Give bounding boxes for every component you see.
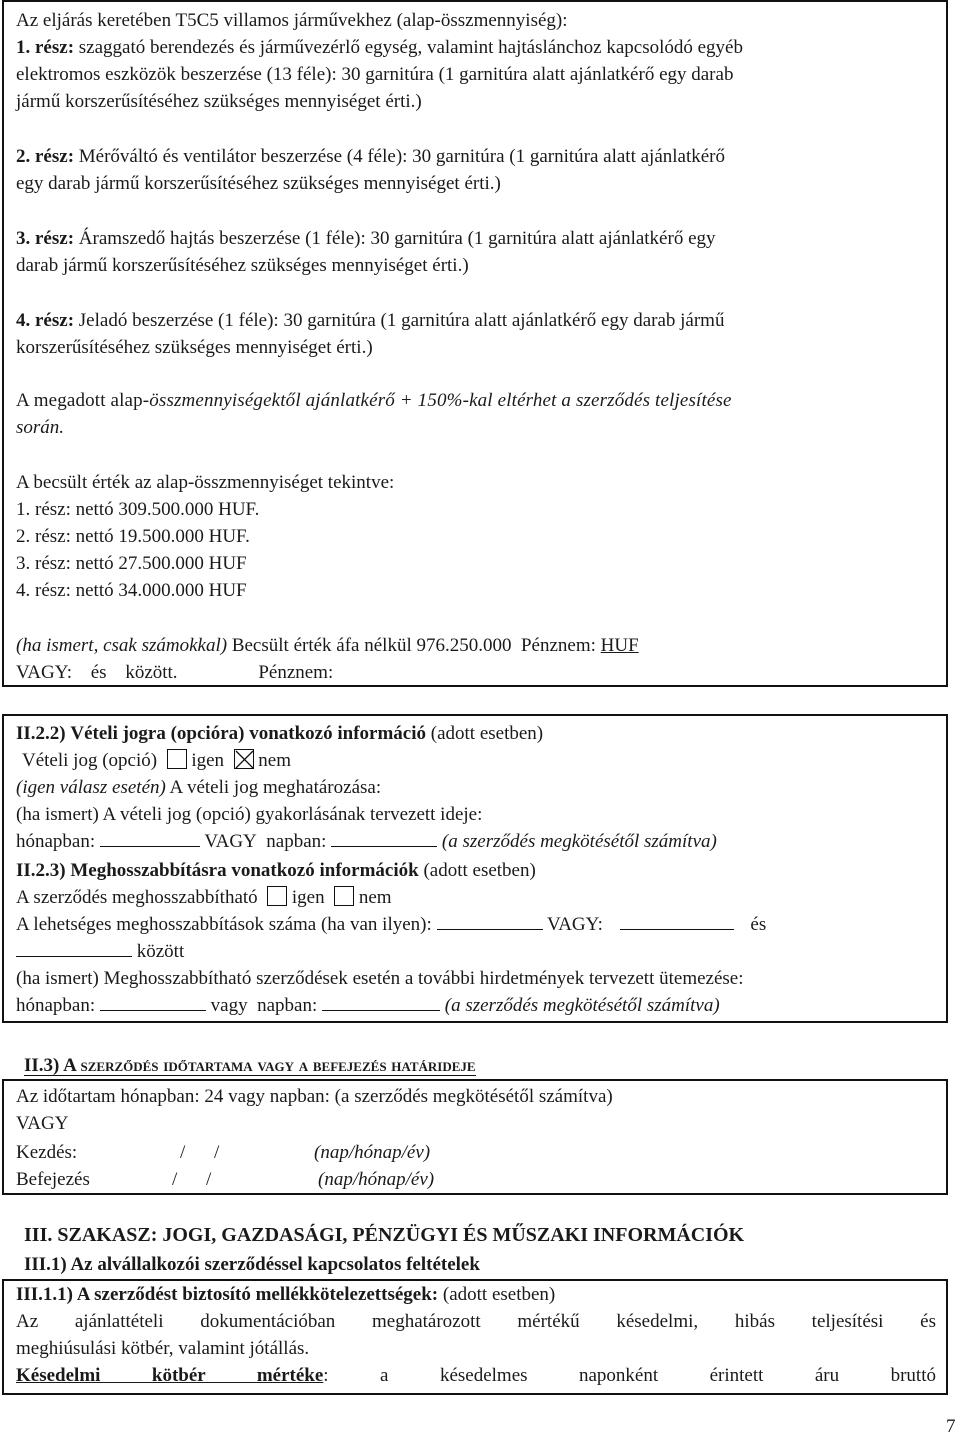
end-date-row: Befejezés / / (nap/hónap/év) (16, 1169, 435, 1190)
currency-value: HUF (600, 635, 639, 656)
option-yes-checkbox[interactable] (167, 749, 187, 769)
option-row: Vételi jog (opció) igen nem (22, 750, 292, 771)
extension-min-field[interactable] (620, 911, 734, 930)
extension-max-field[interactable] (16, 938, 132, 957)
extension-between-row: között (16, 938, 184, 965)
extension-row: A szerződés meghosszabbítható igen nem (16, 887, 392, 908)
extension-days-field[interactable] (322, 992, 440, 1011)
page-number: 7 (946, 1416, 956, 1437)
part3-line2: darab jármű korszerűsítéséhez szükséges mennyiséget érti.) (16, 255, 469, 276)
option-time-row: hónapban: VAGY napban: (a szerződés megkötésétől számítva) (16, 828, 717, 855)
part3-line1: 3. rész: Áramszedő hajtás beszerzése (1 féle): 30 garnitúra (1 garnitúra alatt ajánlatkérő egy (16, 228, 716, 249)
duration-line: Az időtartam hónapban: 24 vagy napban: (a szerződés megkötésétől számítva) (16, 1086, 613, 1107)
deviation-line2: során. (16, 417, 65, 438)
option-days-field[interactable] (331, 828, 437, 847)
intro-line: Az eljárás keretében T5C5 villamos járművekhez (alap-összmennyiség): (16, 10, 568, 31)
start-date-row: Kezdés: / / (nap/hónap/év) (16, 1142, 431, 1163)
estimate-heading: A becsült érték az alap-összmennyiséget tekintve: (16, 472, 395, 493)
checked-x-icon (235, 750, 255, 770)
guarantee-line2: meghiúsulási kötbér, valamint jótállás. (16, 1338, 310, 1359)
part2-line1: 2. rész: Mérőváltó és ventilátor beszerzése (4 féle): 30 garnitúra (1 garnitúra alatt ajánlatkérő (16, 146, 726, 167)
option-planned-row: (ha ismert) A vételi jog (opció) gyakorlásának tervezett ideje: (16, 804, 483, 825)
option-no-checkbox[interactable] (234, 749, 254, 769)
estimated-value-line: (ha ismert, csak számokkal) Becsült érték áfa nélkül 976.250.000 Pénznem: HUF (16, 635, 639, 656)
guarantee-line1: Az ajánlattételi dokumentációban meghatározott mértékű késedelmi, hibás teljesítési és (16, 1311, 936, 1332)
option-months-field[interactable] (100, 828, 200, 847)
extension-count-row: A lehetséges meghosszabbítások száma (ha van ilyen): VAGY: és (16, 911, 766, 938)
estimate-part2: 2. rész: nettó 19.500.000 HUF. (16, 526, 250, 547)
part4-line1: 4. rész: Jeladó beszerzése (1 féle): 30 garnitúra (1 garnitúra alatt ajánlatkérő egy darab jármű (16, 310, 725, 331)
extension-count-field[interactable] (437, 911, 543, 930)
part1-line1: 1. rész: szaggató berendezés és járművezérlő egység, valamint hajtáslánchoz kapcsolódó egyéb (16, 37, 743, 58)
section-iii-1-heading: III.1) Az alvállalkozói szerződéssel kapcsolatos feltételek (24, 1254, 480, 1275)
section-iii-heading: III. SZAKASZ: JOGI, GAZDASÁGI, PÉNZÜGYI ÉS MŰSZAKI INFORMÁCIÓK (24, 1224, 745, 1246)
deviation-line1: A megadott alap-összmennyiségektől ajánlatkérő + 150%-kal eltérhet a szerződés teljesítése (16, 390, 732, 411)
option-heading: II.2.2) Vételi jogra (opcióra) vonatkozó információ (adott esetben) (16, 723, 544, 744)
duration-heading: II.3) A szerződés időtartama vagy a befejezés határideje (24, 1055, 476, 1076)
extension-planned-row: (ha ismert) Meghosszabbítható szerződések esetén a további hirdetmények tervezett ütemezése: (16, 968, 744, 989)
estimate-part3: 3. rész: nettó 27.500.000 HUF (16, 553, 247, 574)
estimate-part1: 1. rész: nettó 309.500.000 HUF. (16, 499, 260, 520)
late-penalty-line: Késedelmi kötbér mértéke: a késedelmes naponként érintett áru bruttó (16, 1365, 936, 1386)
part2-line2: egy darab jármű korszerűsítéséhez szükséges mennyiséget érti.) (16, 173, 501, 194)
duration-or: VAGY (16, 1113, 69, 1134)
option-definition-row: (igen válasz esetén) A vételi jog meghatározása: (16, 777, 382, 798)
guarantee-heading: III.1.1) A szerződést biztosító mellékkötelezettségek: (adott esetben) (16, 1284, 556, 1305)
part4-line2: korszerűsítéséhez szükséges mennyiséget érti.) (16, 337, 373, 358)
extension-months-field[interactable] (100, 992, 206, 1011)
estimate-part4: 4. rész: nettó 34.000.000 HUF (16, 580, 247, 601)
extension-time-row: hónapban: vagy napban: (a szerződés megkötésétől számítva) (16, 992, 720, 1019)
part1-line3: jármű korszerűsítéséhez szükséges mennyiséget érti.) (16, 91, 422, 112)
extension-heading: II.2.3) Meghosszabbításra vonatkozó információk (adott esetben) (16, 860, 536, 881)
extension-no-checkbox[interactable] (334, 886, 354, 906)
extension-yes-checkbox[interactable] (267, 886, 287, 906)
range-line: VAGY: és között. Pénznem: (16, 662, 334, 683)
part1-line2: elektromos eszközök beszerzése (13 féle): 30 garnitúra (1 garnitúra alatt ajánlatkérő egy darab (16, 64, 734, 85)
